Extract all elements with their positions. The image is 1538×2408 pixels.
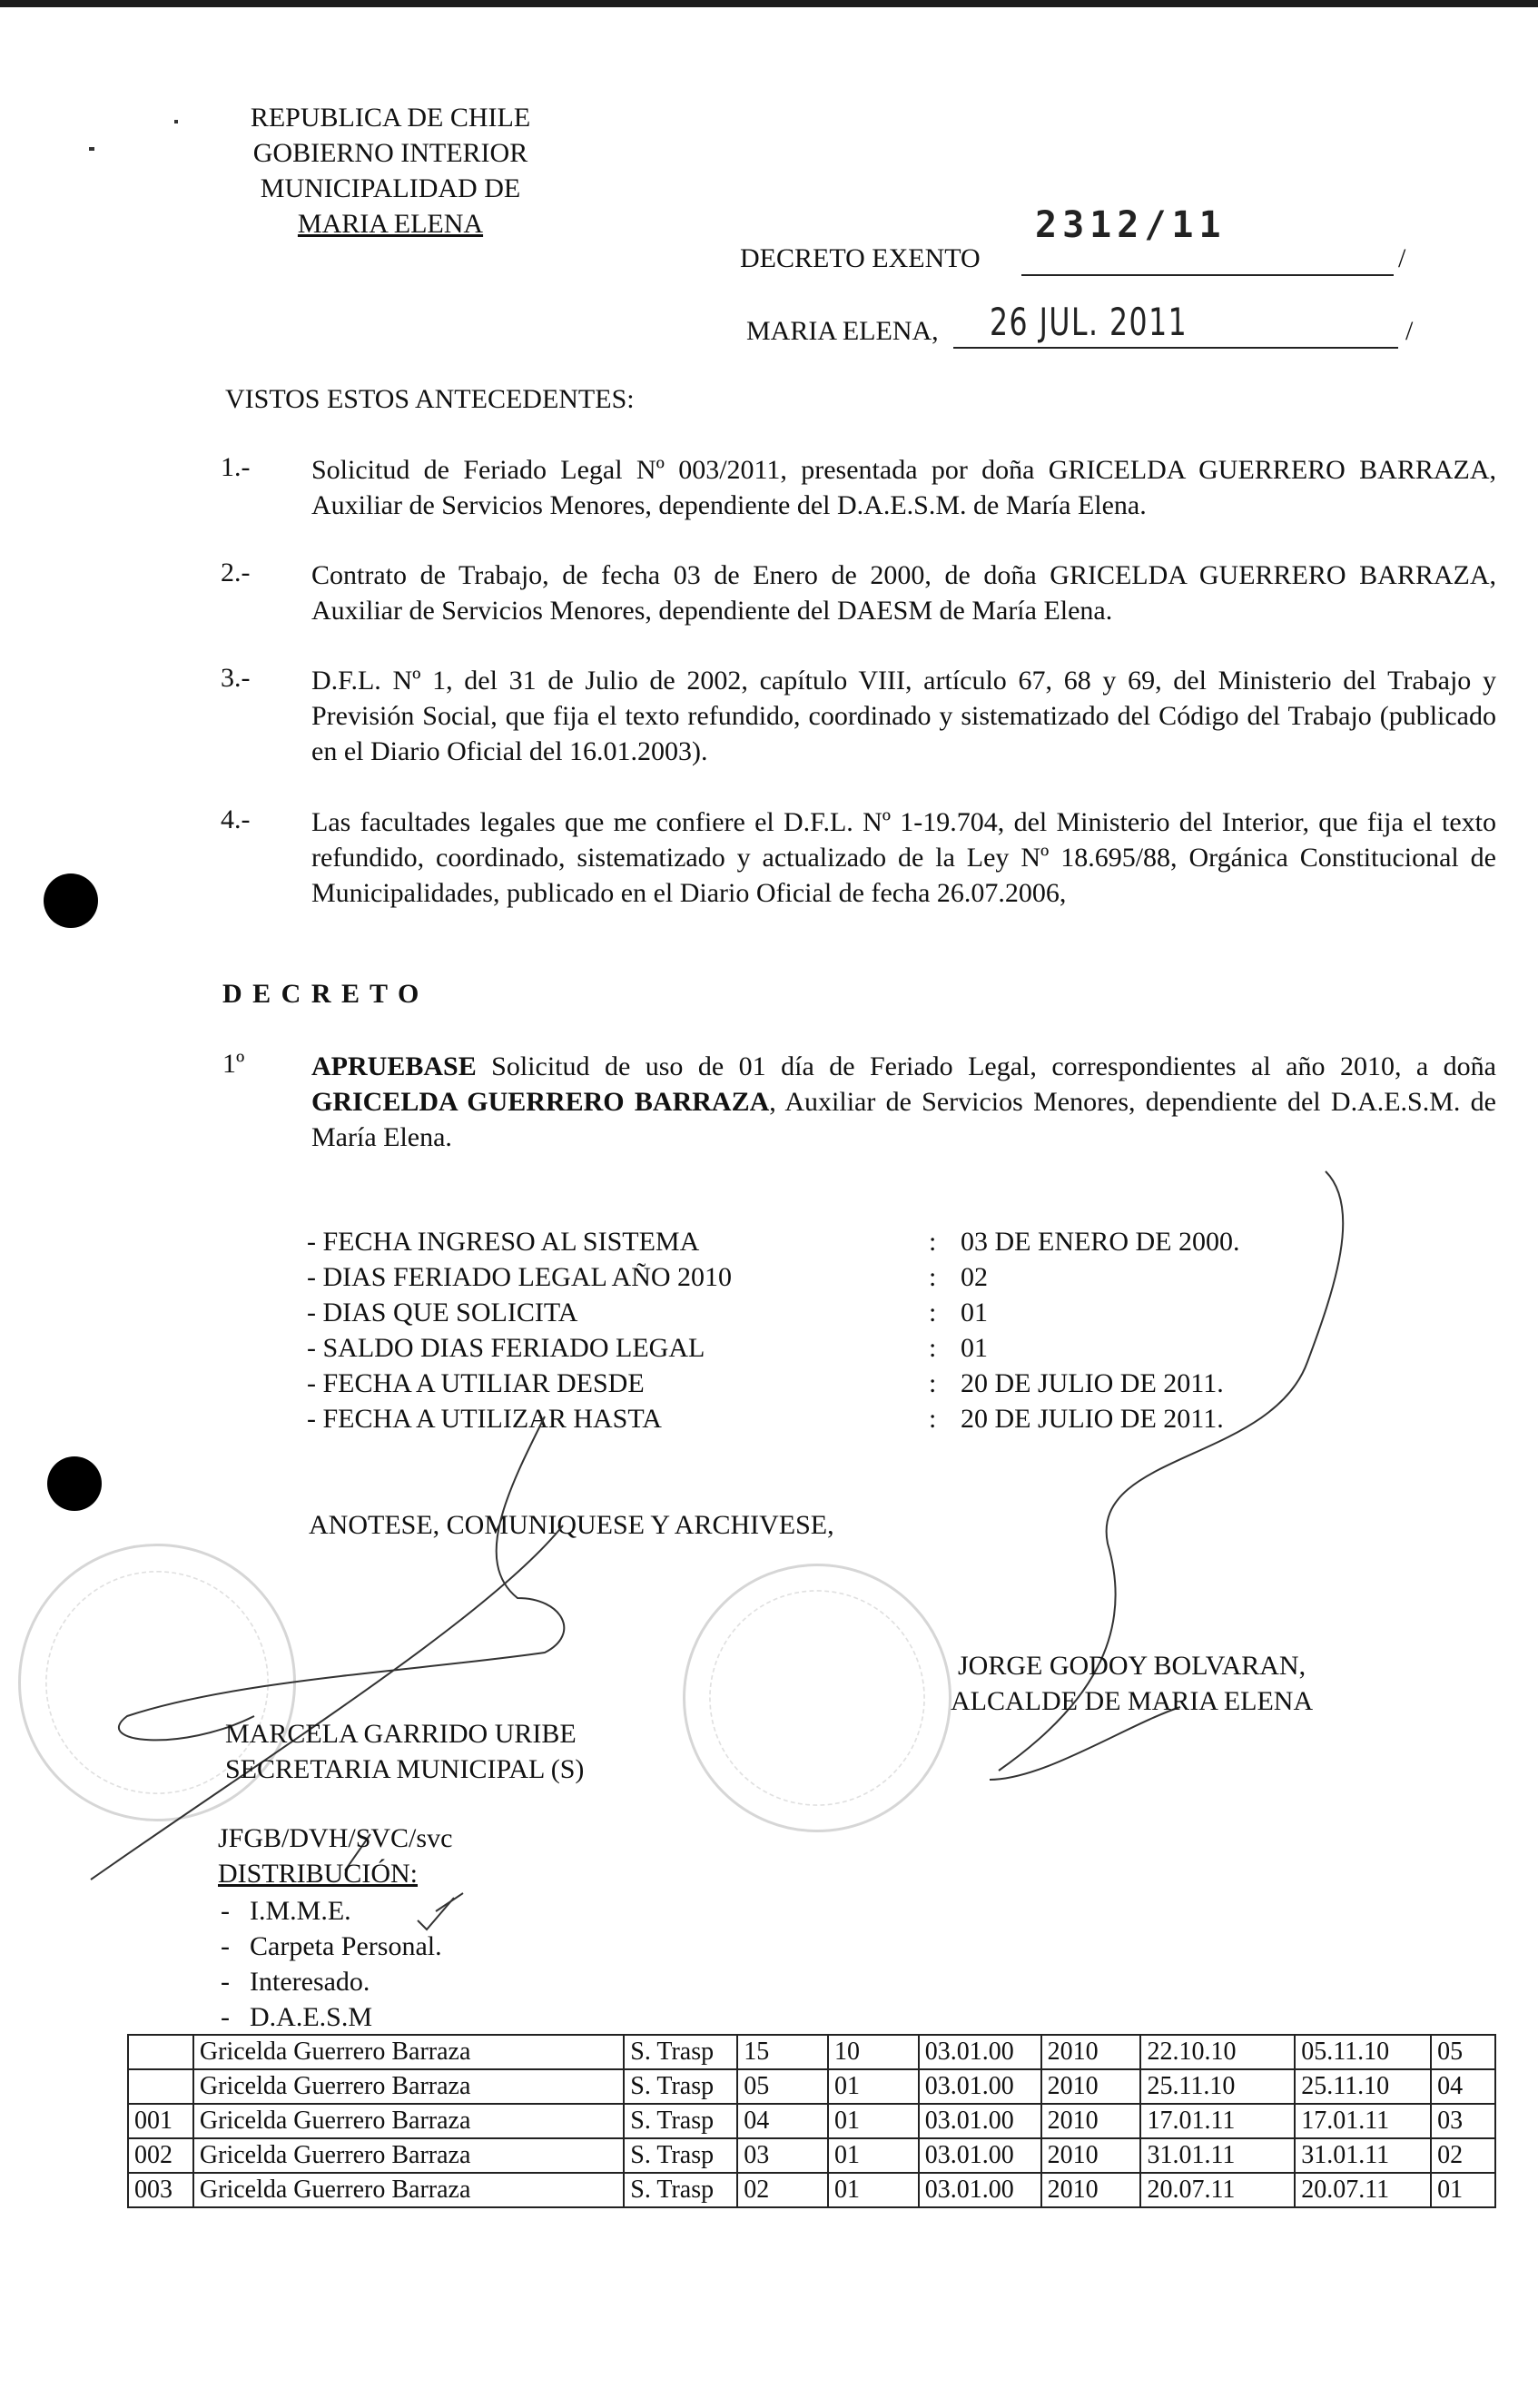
table-row [128,2069,1495,2104]
table-cell: 02 [1431,2138,1495,2173]
secretary-name: MARCELA GARRIDO URIBE [225,1719,577,1749]
table-cell: 17.01.11 [1295,2104,1431,2138]
vistos-heading: VISTOS ESTOS ANTECEDENTES: [225,384,635,414]
detail-value: 01 [961,1333,988,1363]
table-cell: 01 [828,2069,919,2104]
header-line-3: MUNICIPALIDAD DE [260,173,521,203]
table-cell: 31.01.11 [1295,2138,1431,2173]
table-cell: 04 [737,2104,828,2138]
table-cell: 01 [828,2104,919,2138]
detail-colon: : [929,1227,937,1257]
decree-label: DECRETO EXENTO [740,243,981,273]
mayor-title: ALCALDE DE MARIA ELENA [951,1686,1314,1716]
detail-label: - DIAS QUE SOLICITA [307,1298,578,1327]
detail-colon: : [929,1368,937,1398]
distribution-item: D.A.E.S.M [250,2002,373,2032]
secretary-title: SECRETARIA MUNICIPAL (S) [225,1754,585,1784]
list-bullet: - [221,2002,230,2032]
table-cell: 05 [1431,2035,1495,2069]
table-cell: 03 [737,2138,828,2173]
detail-label: - DIAS FERIADO LEGAL AÑO 2010 [307,1262,733,1292]
list-bullet: - [221,1896,230,1926]
vistos-item-text: Las facultades legales que me confiere el D.F.L. Nº 1-19.704, del Ministerio del Interior, que fija el texto refundido, coordinado, sistematizado y actualizado de la Ley Nº 18.695/88, Orgánica Constitucional de Municipalidades, publicado en el Diario Oficial de fecha 26.07.2006, [311,807,1496,908]
list-bullet: - [221,1967,230,1997]
table-cell: S. Trasp [624,2035,737,2069]
table-cell: 001 [128,2104,193,2138]
table-cell: 22.10.10 [1140,2035,1295,2069]
vistos-item-text: Contrato de Trabajo, de fecha 03 de Enero de 2000, de doña GRICELDA GUERRERO BARRAZA, Auxiliar de Servicios Menores, dependiente del DAESM de María Elena. [311,560,1496,626]
vistos-item-text: Solicitud de Feriado Legal Nº 003/2011, presentada por doña GRICELDA GUERRERO BARRAZA, Auxiliar de Servicios Menores, dependiente del D.A.E.S.M. de María Elena. [311,455,1496,520]
vistos-item-number: 4.- [221,804,251,834]
table-cell: 003 [128,2173,193,2207]
decree-number: 2312/11 [1035,204,1227,246]
detail-label: - FECHA A UTILIZAR HASTA [307,1404,662,1434]
table-cell: 2010 [1041,2173,1141,2207]
table-cell: 002 [128,2138,193,2173]
detail-value: 01 [961,1298,988,1327]
table-cell: Gricelda Guerrero Barraza [193,2104,624,2138]
table-cell: 10 [828,2035,919,2069]
detail-value: 20 DE JULIO DE 2011. [961,1368,1224,1398]
detail-value: 03 DE ENERO DE 2000. [961,1227,1240,1257]
table-cell: S. Trasp [624,2138,737,2173]
detail-colon: : [929,1262,937,1292]
vistos-item-number: 2.- [221,558,251,587]
table-cell [128,2069,193,2104]
detail-colon: : [929,1333,937,1363]
table-cell: 20.07.11 [1140,2173,1295,2207]
table-cell: 2010 [1041,2035,1141,2069]
header-line-2: GOBIERNO INTERIOR [252,138,528,168]
table-cell: S. Trasp [624,2104,737,2138]
employee-name: GRICELDA GUERRERO BARRAZA [311,1087,770,1117]
table-row [128,2173,1495,2207]
table-cell: 03.01.00 [919,2138,1041,2173]
article-text-part: , Auxiliar de Servicios Menores, dependiente del D.A.E.S.M. de María Elena. [311,1087,1496,1152]
detail-value: 02 [961,1262,988,1292]
detail-label: - FECHA INGRESO AL SISTEMA [307,1227,700,1257]
header-line-4: MARIA ELENA [297,209,484,239]
list-bullet: - [221,1931,230,1961]
table-row [128,2035,1495,2069]
approve-keyword: APRUEBASE [311,1051,477,1081]
table-cell: 03.01.00 [919,2069,1041,2104]
table-cell: 2010 [1041,2104,1141,2138]
table-cell: 15 [737,2035,828,2069]
table-cell: Gricelda Guerrero Barraza [193,2138,624,2173]
table-cell: 03.01.00 [919,2035,1041,2069]
distribution-list [221,1893,442,2035]
table-cell: 01 [828,2138,919,2173]
decree-slash: / [1398,243,1406,273]
distribution-item: Interesado. [250,1967,370,1997]
detail-label: - SALDO DIAS FERIADO LEGAL [307,1333,705,1363]
list-item [221,1929,442,1964]
list-item [221,1964,442,1999]
table-cell: 25.11.10 [1140,2069,1295,2104]
table-cell: 2010 [1041,2069,1141,2104]
date-slash: / [1405,316,1414,346]
table-cell: 17.01.11 [1140,2104,1295,2138]
closing-formula: ANOTESE, COMUNIQUESE Y ARCHIVESE, [309,1510,834,1540]
table-cell: 05.11.10 [1295,2035,1431,2069]
table-cell [128,2035,193,2069]
vistos-item-number: 3.- [221,663,251,693]
table-cell: 05 [737,2069,828,2104]
table-cell: Gricelda Guerrero Barraza [193,2069,624,2104]
table-cell: 03.01.00 [919,2173,1041,2207]
detail-value: 20 DE JULIO DE 2011. [961,1404,1224,1434]
table-cell: 03 [1431,2104,1495,2138]
secretary-signature-icon [119,1416,564,1740]
place-label: MARIA ELENA, [746,316,939,346]
list-item [221,1893,442,1929]
header-line-1: REPUBLICA DE CHILE [250,103,531,133]
distribution-heading: DISTRIBUCIÓN: [218,1859,419,1889]
table-cell: 03.01.00 [919,2104,1041,2138]
distribution-item: I.M.M.E. [250,1896,351,1926]
table-cell: Gricelda Guerrero Barraza [193,2035,624,2069]
table-cell: 01 [828,2173,919,2207]
mayor-name: JORGE GODOY BOLVARAN, [958,1651,1306,1681]
table-row [128,2138,1495,2173]
article-text-part: Solicitud de uso de 01 día de Feriado Legal, correspondientes al año 2010, a doña [476,1051,1496,1081]
reference-initials: JFGB/DVH/SVC/svc [218,1823,453,1853]
table-cell: S. Trasp [624,2069,737,2104]
list-item [221,1999,442,2035]
table-cell: 31.01.11 [1140,2138,1295,2173]
table-cell: 20.07.11 [1295,2173,1431,2207]
detail-label: - FECHA A UTILIAR DESDE [307,1368,645,1398]
table-cell: 25.11.10 [1295,2069,1431,2104]
detail-colon: : [929,1404,937,1434]
table-cell: 01 [1431,2173,1495,2207]
detail-colon: : [929,1298,937,1327]
leave-history-table [127,2034,1496,2208]
distribution-item: Carpeta Personal. [250,1931,442,1961]
decree-date: 26 JUL. 2011 [990,300,1188,344]
table-cell: Gricelda Guerrero Barraza [193,2173,624,2207]
decreto-heading: D E C R E T O [222,979,421,1009]
table-cell: 2010 [1041,2138,1141,2173]
table-cell: 04 [1431,2069,1495,2104]
table-row [128,2104,1495,2138]
table-cell: 02 [737,2173,828,2207]
vistos-item-text: D.F.L. Nº 1, del 31 de Julio de 2002, capítulo VIII, artículo 67, 68 y 69, del Ministerio del Trabajo y Previsión Social, que fija el texto refundido, coordinado y sistematizado del Código del Trabajo (publicado en el Diario Oficial del 16.01.2003). [311,666,1496,766]
table-cell: S. Trasp [624,2173,737,2207]
decreto-article-number: 1º [222,1049,245,1079]
vistos-item-number: 1.- [221,452,251,482]
